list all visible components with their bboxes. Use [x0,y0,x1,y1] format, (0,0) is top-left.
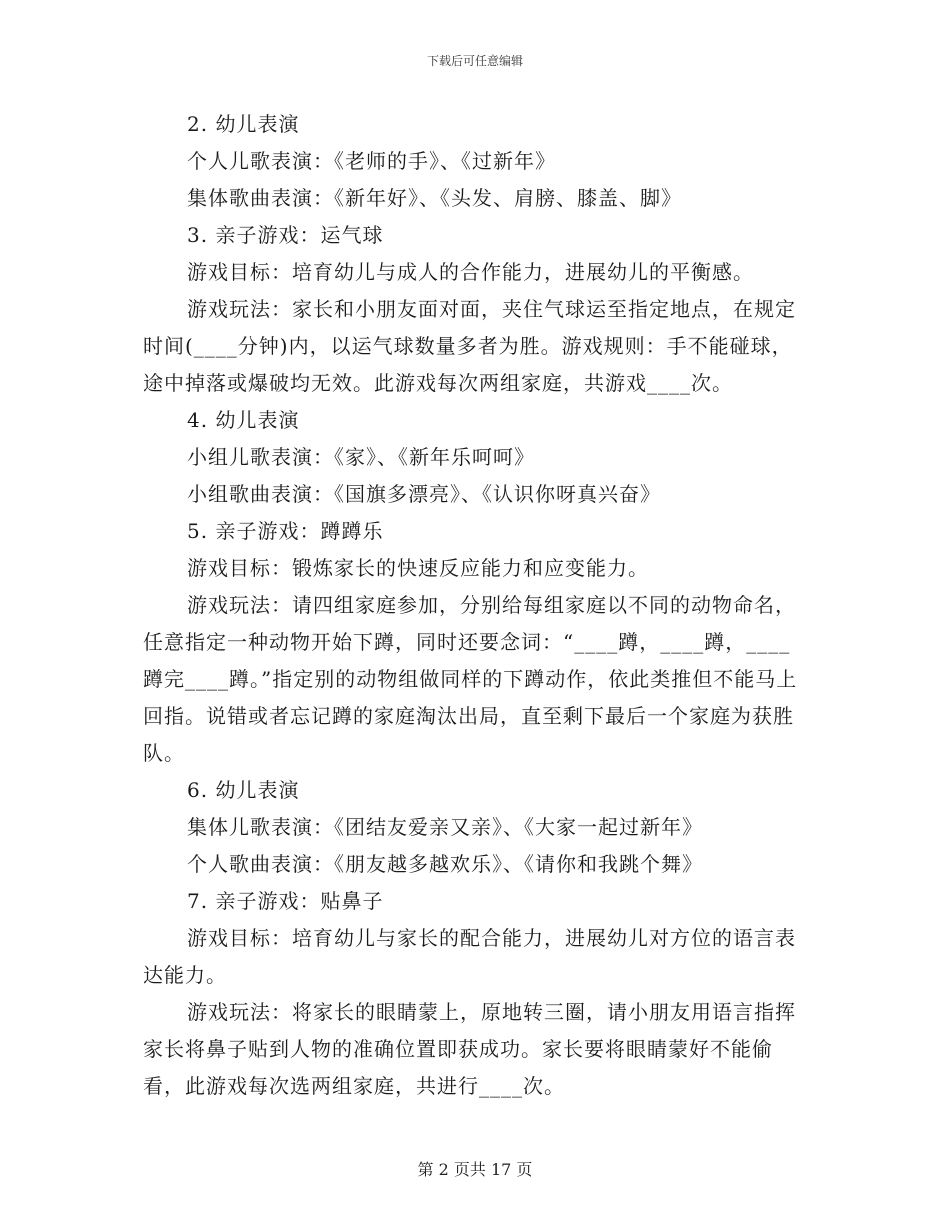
paragraph: 游戏目标：锻炼家长的快速反应能力和应变能力。 [187,556,649,580]
section-heading: 5. 亲子游戏：蹲蹲乐 [187,519,384,543]
paragraph: 个人儿歌表演：《老师的手》、《过新年》 [187,149,556,173]
page-number: 第 2 页共 17 页 [417,1160,533,1179]
document-body [143,106,807,1105]
paragraph: 集体儿歌表演：《团结友爱亲又亲》、《大家一起过新年》 [187,815,703,839]
paragraph: 游戏目标：培育幼儿与家长的配合能力，进展幼儿对方位的语言表达能力。 [143,926,796,987]
section-heading: 2. 幼儿表演 [187,112,300,136]
paragraph: 游戏玩法：家长和小朋友面对面，夹住气球运至指定地点，在规定时间(____分钟)内，以运气球数量多者为胜。游戏规则：手不能碰球，途中掉落或爆破均无效。此游戏每次两组家庭，共游戏____次。 [143,297,796,395]
section-heading: 3. 亲子游戏：运气球 [187,223,384,247]
paragraph: 游戏玩法：请四组家庭参加，分别给每组家庭以不同的动物命名，任意指定一种动物开始下蹲，同时还要念词：“____蹲，____蹲，____蹲完____蹲。”指定别的动物组做同样的下蹲动作，依此类推但不能马上回指。说错或者忘记蹲的家庭淘汰出局，直至剩下最后一个家庭为获胜队。 [143,593,798,765]
page-header: 下载后可任意编辑 [426,54,523,68]
section-heading: 7. 亲子游戏：贴鼻子 [187,889,384,913]
paragraph: 游戏玩法：将家长的眼睛蒙上，原地转三圈，请小朋友用语言指挥家长将鼻子贴到人物的准确位置即获成功。家长要将眼睛蒙好不能偷看，此游戏每次选两组家庭，共进行____次。 [143,1000,796,1098]
section-heading: 4. 幼儿表演 [187,408,300,432]
paragraph: 个人歌曲表演：《朋友越多越欢乐》、《请你和我跳个舞》 [187,852,703,876]
paragraph: 集体歌曲表演：《新年好》、《头发、肩膀、膝盖、脚》 [187,186,682,210]
paragraph: 游戏目标：培育幼儿与成人的合作能力，进展幼儿的平衡感。 [187,260,754,284]
section-heading: 6. 幼儿表演 [187,778,300,802]
paragraph: 小组儿歌表演：《家》、《新年乐呵呵》 [187,445,535,469]
paragraph: 小组歌曲表演：《国旗多漂亮》、《认识你呀真兴奋》 [187,482,661,506]
